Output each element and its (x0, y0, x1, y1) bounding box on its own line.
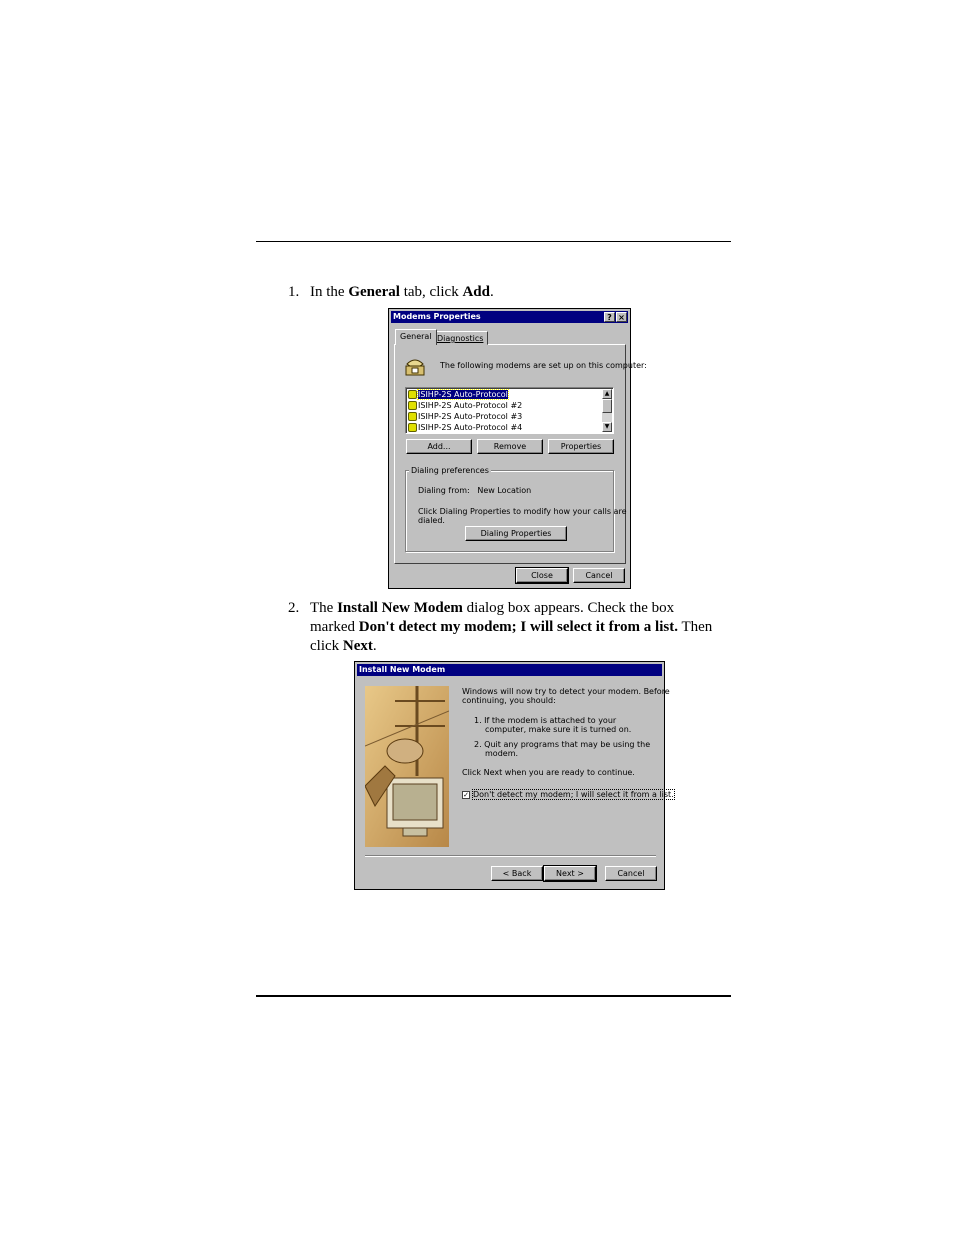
install-item1-line2: computer, make sure it is turned on. (485, 725, 632, 734)
list-item[interactable]: ISIHP-2S Auto-Protocol #3 (408, 411, 522, 422)
properties-button[interactable]: Properties (548, 439, 614, 454)
next-button[interactable]: Next > (544, 866, 596, 881)
add-button[interactable]: Add... (406, 439, 472, 454)
dialing-hint-line2: dialed. (418, 516, 445, 525)
bottom-rule (256, 995, 731, 997)
remove-button[interactable]: Remove (477, 439, 543, 454)
scroll-thumb[interactable] (602, 399, 612, 413)
help-button[interactable]: ? (604, 312, 615, 322)
modem-wizard-illustration (365, 686, 449, 847)
modems-intro-text: The following modems are set up on this computer: (440, 361, 647, 370)
install-item1-line1: 1. If the modem is attached to your (474, 716, 617, 725)
tab-general[interactable]: General (395, 329, 437, 345)
install-new-modem-dialog (354, 661, 674, 890)
step-text-line3: click Next. (310, 638, 377, 654)
dialing-hint-line1: Click Dialing Properties to modify how your calls are (418, 507, 627, 516)
scroll-down-icon[interactable]: ▼ (602, 422, 612, 432)
modem-icon (408, 412, 417, 421)
close-button[interactable]: Close (516, 568, 568, 583)
dialing-properties-button[interactable]: Dialing Properties (465, 526, 567, 541)
install-dialog-titlebar (357, 664, 662, 676)
install-item2-line2: modem. (485, 749, 519, 758)
dont-detect-checkbox[interactable]: ✓ (463, 790, 469, 799)
modem-icon (408, 423, 417, 432)
list-item[interactable]: ISIHP-2S Auto-Protocol #2 (408, 400, 522, 411)
install-intro-line2: continuing, you should: (462, 696, 556, 705)
step-number: 2. (288, 600, 300, 616)
modem-icon (408, 390, 417, 399)
button-divider (365, 855, 656, 857)
dont-detect-checkbox-row[interactable] (462, 790, 674, 799)
step-text-line1: The Install New Modem dialog box appears. Check the box (310, 600, 675, 616)
dont-detect-label[interactable]: Don't detect my modem; I will select it from a list. (473, 790, 674, 799)
step-2 (288, 599, 738, 659)
scroll-up-icon[interactable]: ▲ (602, 389, 612, 399)
modems-properties-dialog (388, 308, 647, 589)
close-icon[interactable]: × (616, 312, 627, 322)
tab-diagnostics[interactable]: Diagnostics (432, 331, 488, 345)
install-intro-line1: Windows will now try to detect your modem. Before (462, 687, 670, 696)
top-rule (256, 241, 731, 242)
step-number: 1. (288, 284, 300, 300)
click-next-text: Click Next when you are ready to continue. (462, 768, 635, 777)
step-text: In the General tab, click Add. (310, 284, 494, 300)
modems-dialog-titlebar (391, 311, 628, 323)
install-dialog-title: Install New Modem (359, 665, 446, 674)
modems-dialog-title: Modems Properties (393, 312, 481, 321)
modem-icon (408, 401, 417, 410)
cancel-button[interactable]: Cancel (573, 568, 625, 583)
install-item2-line1: 2. Quit any programs that may be using the (474, 740, 651, 749)
dialing-preferences-label: Dialing preferences (411, 466, 489, 475)
modem-phone-icon (403, 354, 427, 378)
list-scrollbar[interactable] (602, 389, 612, 432)
modem-list[interactable] (405, 387, 614, 434)
cancel-button[interactable]: Cancel (605, 866, 657, 881)
step-text-line2: marked Don't detect my modem; I will select it from a list. Then (310, 619, 713, 635)
list-item[interactable]: ISIHP-2S Auto-Protocol (408, 389, 508, 400)
list-item[interactable]: ISIHP-2S Auto-Protocol #4 (408, 422, 522, 433)
dialing-from-text: Dialing from: New Location (418, 486, 532, 495)
back-button[interactable]: < Back (491, 866, 543, 881)
